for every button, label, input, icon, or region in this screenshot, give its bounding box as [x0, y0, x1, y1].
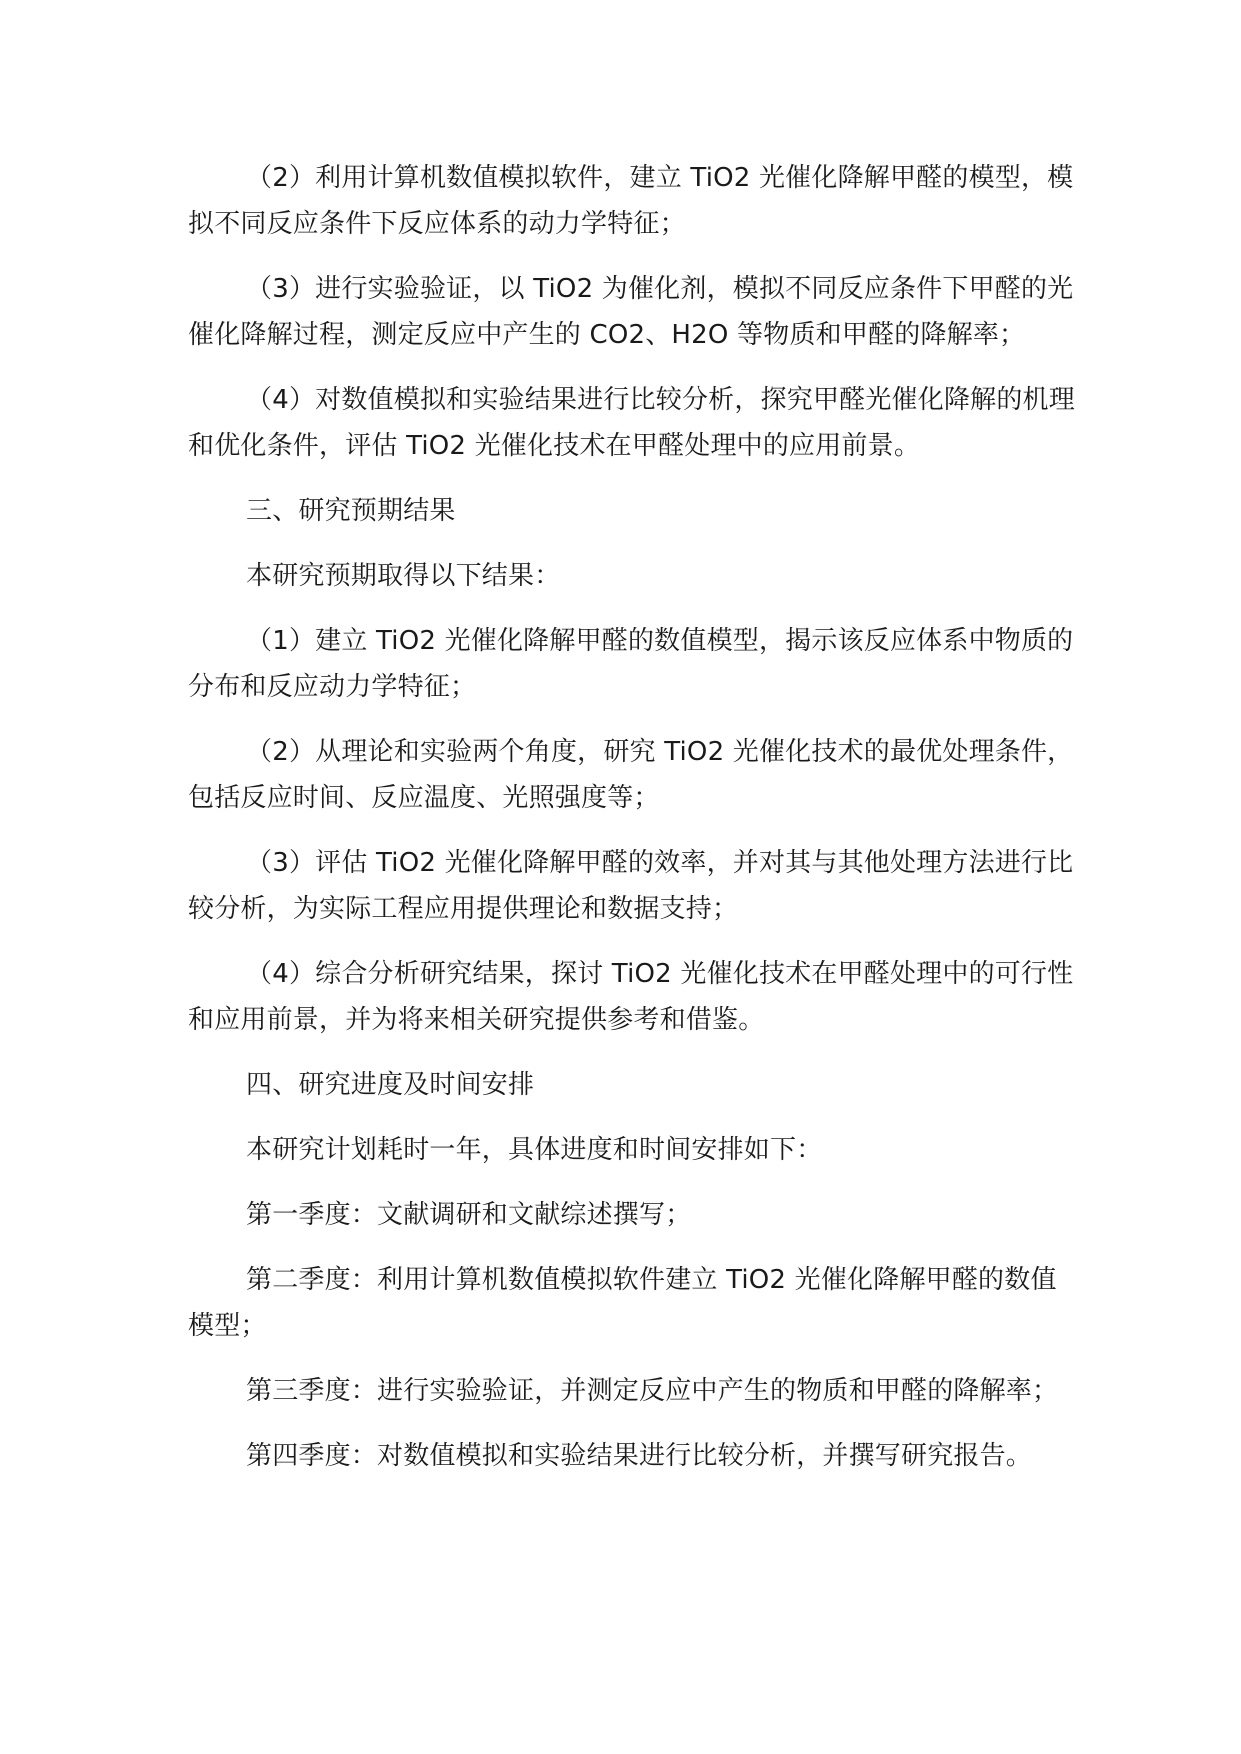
section-heading-schedule: 四、研究进度及时间安排 [246, 1070, 535, 1100]
paragraph-result-2: （2）从理论和实验两个角度，研究 TiO2 光催化技术的最优处理条件，包括反应时间、反应温度、光照强度等； [188, 737, 1074, 813]
paragraph-quarter-1: 第一季度：文献调研和文献综述撰写； [246, 1200, 692, 1230]
paragraph-method-3: （3）进行实验验证，以 TiO2 为催化剂，模拟不同反应条件下甲醛的光催化降解过程，测定反应中产生的 CO2、H2O 等物质和甲醛的降解率； [188, 274, 1074, 350]
paragraph-results-intro: 本研究预期取得以下结果： [246, 561, 561, 591]
paragraph-quarter-2: 第二季度：利用计算机数值模拟软件建立 TiO2 光催化降解甲醛的数值模型； [188, 1265, 1057, 1341]
paragraph-quarter-3: 第三季度：进行实验验证，并测定反应中产生的物质和甲醛的降解率； [246, 1376, 1059, 1406]
paragraph-quarter-4: 第四季度：对数值模拟和实验结果进行比较分析，并撰写研究报告。 [246, 1441, 1033, 1471]
paragraph-result-1: （1）建立 TiO2 光催化降解甲醛的数值模型，揭示该反应体系中物质的分布和反应动力学特征； [188, 626, 1074, 702]
document-body [188, 155, 1078, 1498]
section-heading-expected-results: 三、研究预期结果 [246, 496, 456, 526]
paragraph-schedule-intro: 本研究计划耗时一年，具体进度和时间安排如下： [246, 1135, 823, 1165]
paragraph-result-3: （3）评估 TiO2 光催化降解甲醛的效率，并对其与其他处理方法进行比较分析，为实际工程应用提供理论和数据支持； [188, 848, 1074, 924]
paragraph-result-4: （4）综合分析研究结果，探讨 TiO2 光催化技术在甲醛处理中的可行性和应用前景，并为将来相关研究提供参考和借鉴。 [188, 959, 1074, 1035]
paragraph-method-2: （2）利用计算机数值模拟软件，建立 TiO2 光催化降解甲醛的模型，模拟不同反应条件下反应体系的动力学特征； [188, 163, 1074, 239]
paragraph-method-4: （4）对数值模拟和实验结果进行比较分析，探究甲醛光催化降解的机理和优化条件，评估 TiO2 光催化技术在甲醛处理中的应用前景。 [188, 385, 1075, 461]
